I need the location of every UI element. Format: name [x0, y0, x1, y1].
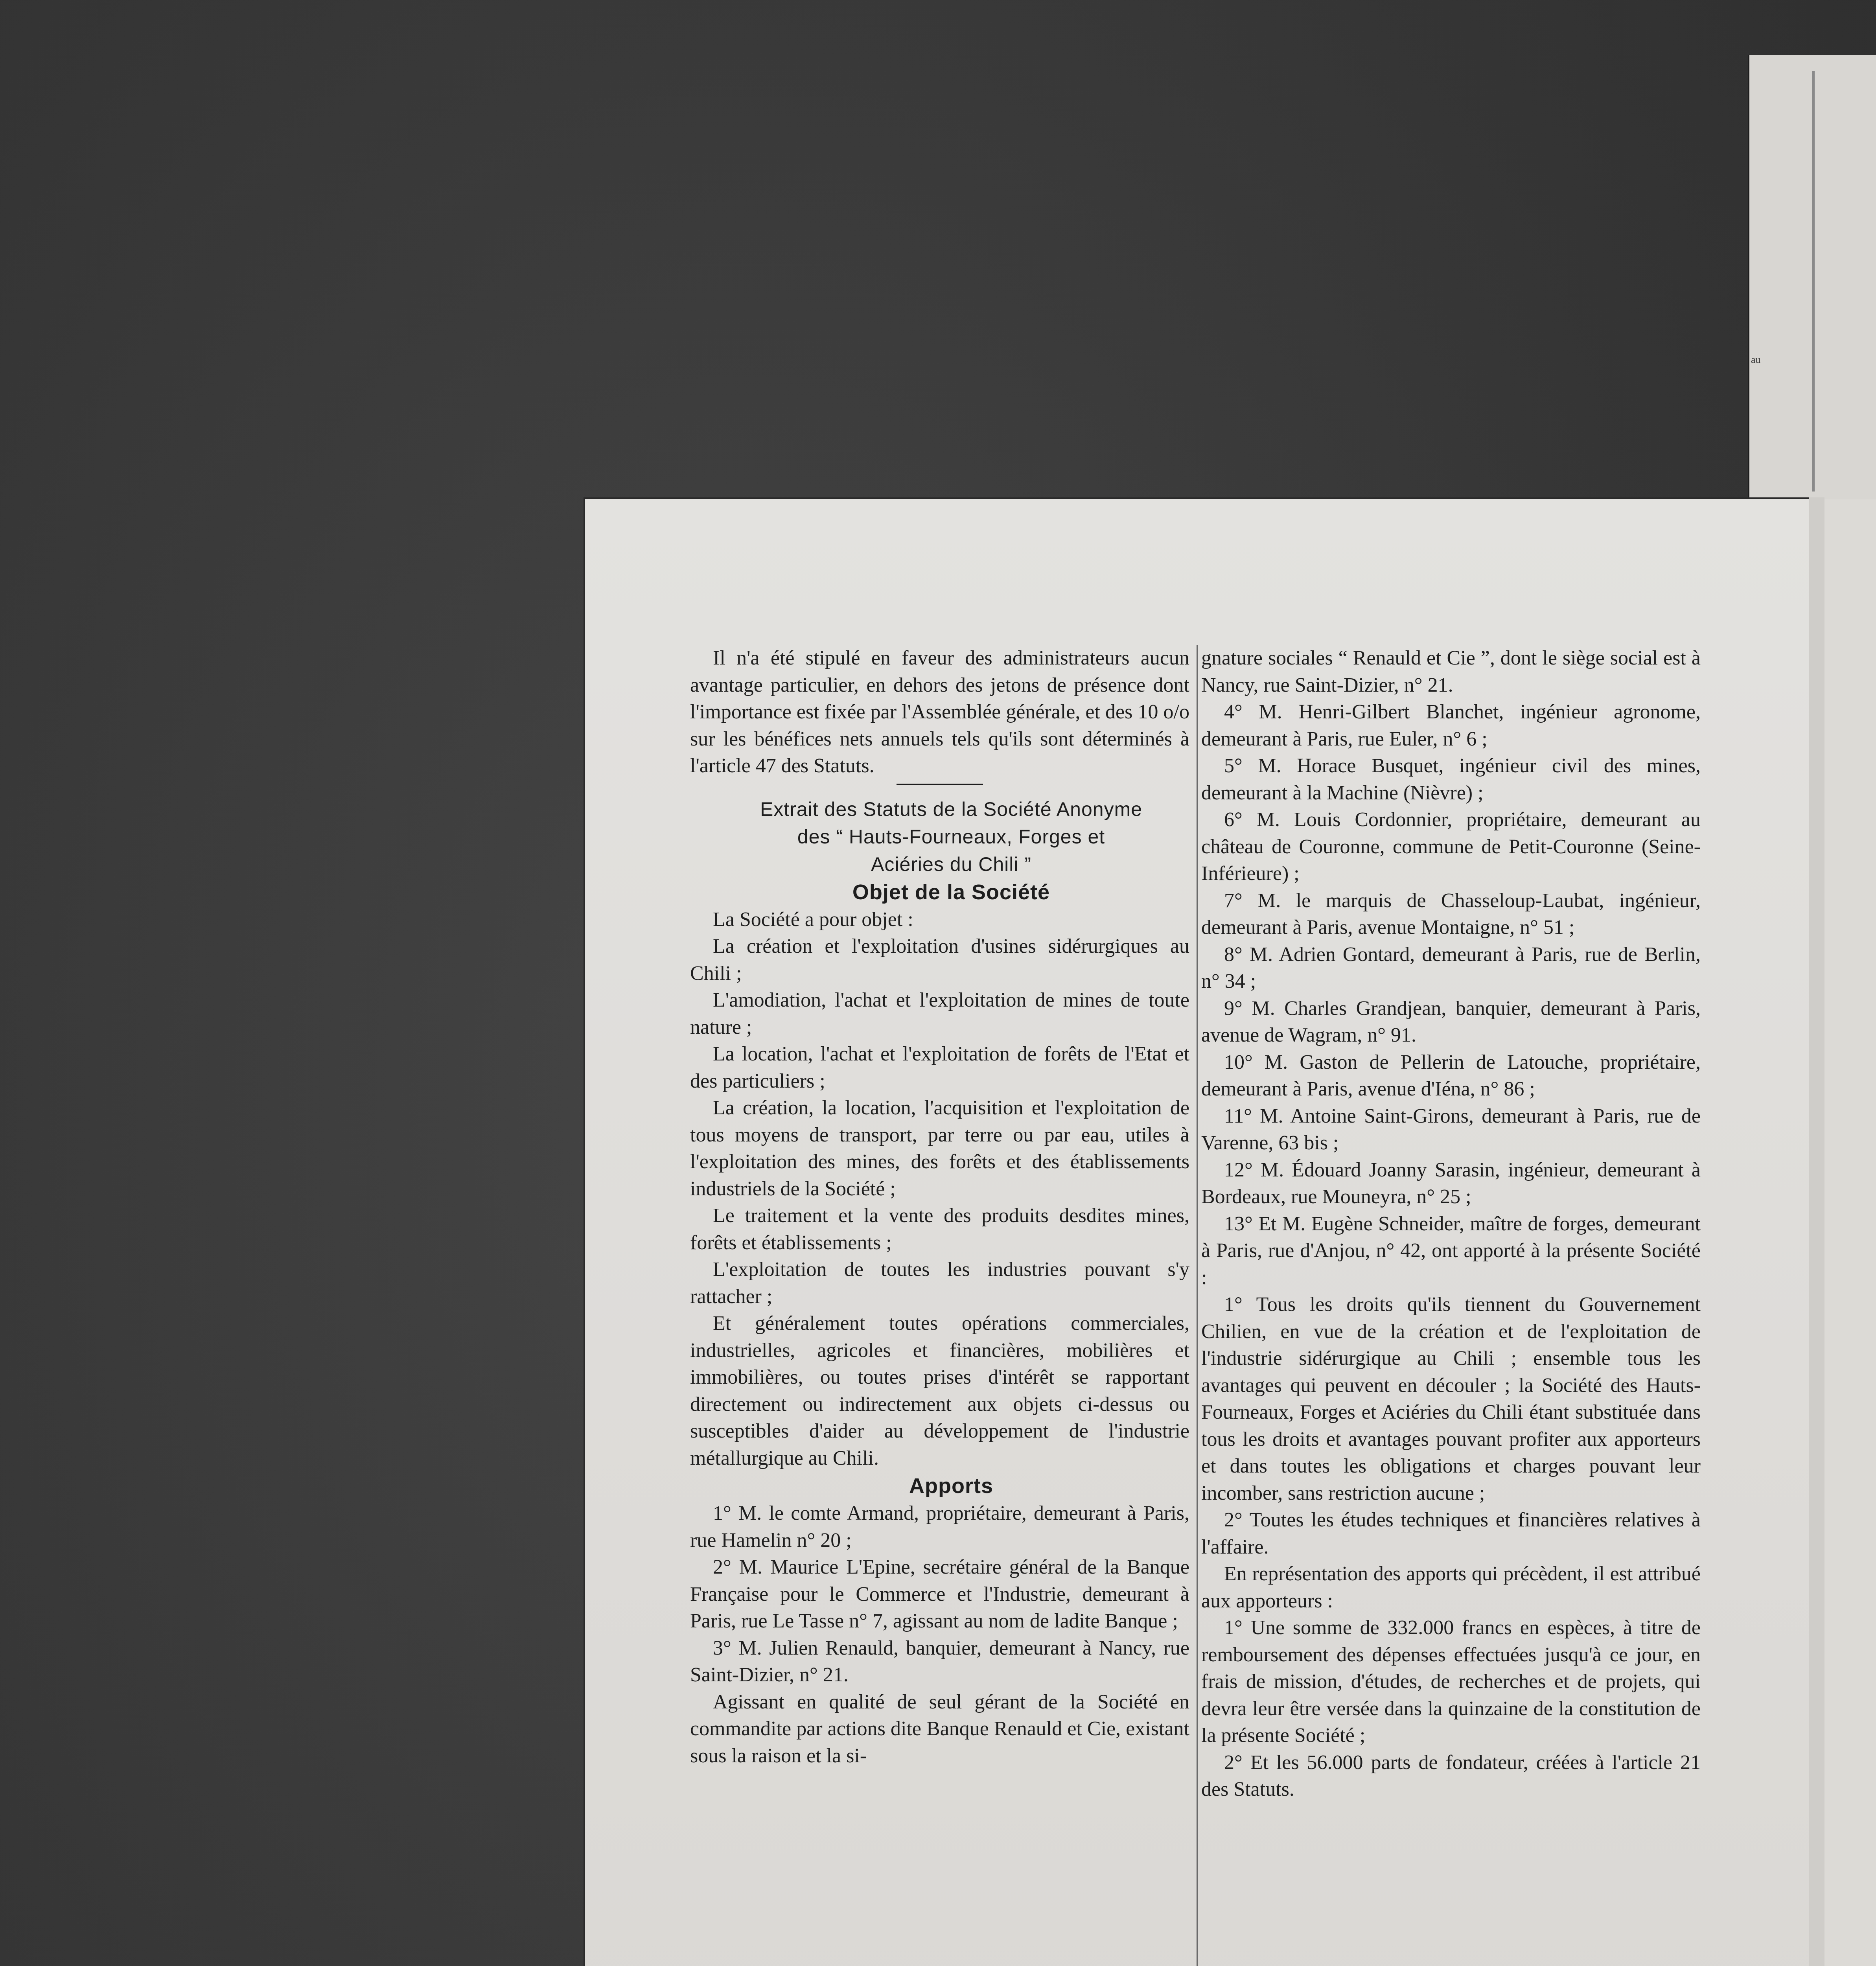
apports-heading: Apports [909, 1474, 993, 1498]
column-divider [1197, 645, 1198, 1966]
apporteur-paragraph: 10° M. Gaston de Pellerin de Latouche, propriétaire, demeurant à Paris, avenue d'Iéna, n° 86 ; [1201, 1051, 1701, 1100]
objet-paragraph: La création, la location, l'acquisition et l'exploitation de tous moyens de transport, par terre ou par eau, utiles à l'exploitation des mines, des forêts et des établissements industriels de la Société ; [690, 1097, 1189, 1200]
objet-paragraph: La location, l'achat et l'exploitation de forêts de l'Etat et des particuliers ; [690, 1043, 1189, 1092]
background-page-tag: au [1751, 354, 1761, 365]
apporteur-paragraph: 7° M. le marquis de Chasseloup-Laubat, ingénieur, demeurant à Paris, avenue Montaigne, n° 51 ; [1201, 889, 1701, 939]
apporteur-paragraph: 6° M. Louis Cordonnier, propriétaire, demeurant au château de Couronne, commune de Petit-Couronne (Seine-Inférieure) ; [1201, 808, 1701, 885]
objet-paragraph: La Société a pour objet : [713, 908, 913, 931]
remuneration-paragraph: 1° Une somme de 332.000 francs en espèces, à titre de remboursement des dépenses effectuées jusqu'à ce jour, en frais de mission, d'études, de recherches et de projets, qui devra leur être versée dans la quinzaine de la constitution de la présente Société ; [1201, 1616, 1701, 1747]
objet-paragraph: L'exploitation de toutes les industries pouvant s'y rattacher ; [690, 1258, 1189, 1308]
background-page-frame [1757, 71, 1815, 492]
apports-paragraph: 3° M. Julien Renauld, banquier, demeurant à Nancy, rue Saint-Dizier, n° 21. [690, 1636, 1189, 1686]
right-column [1201, 645, 1701, 1803]
apporteur-paragraph: 8° M. Adrien Gontard, demeurant à Paris, rue de Berlin, n° 34 ; [1201, 943, 1701, 992]
objet-paragraph: L'amodiation, l'achat et l'exploitation de mines de toute nature ; [690, 989, 1189, 1038]
apporteur-paragraph: 12° M. Édouard Joanny Sarasin, ingénieur, demeurant à Bordeaux, rue Mouneyra, n° 25 ; [1201, 1158, 1701, 1208]
left-column [690, 645, 1189, 1769]
extract-title-line-2: des “ Hauts-Fourneaux, Forges et [797, 825, 1105, 848]
background-page-top [1748, 55, 1876, 503]
objet-heading: Objet de la Société [852, 880, 1050, 904]
intro-paragraph: Il n'a été stipulé en faveur des administrateurs aucun avantage particulier, en dehors des jetons de présence dont l'importance est fixée par l'Assemblée générale, et des 10 o/o sur les bénéfices nets annuels tels qu'ils sont déterminés à l'article 47 des Statuts. [690, 647, 1189, 777]
document-sheet-edge [1809, 497, 1824, 1966]
objet-paragraph: La création et l'exploitation d'usines sidérurgiques au Chili ; [690, 935, 1189, 985]
apporteur-paragraph: 13° Et M. Eugène Schneider, maître de forges, demeurant à Paris, rue d'Anjou, n° 42, ont apporté à la présente Société : [1201, 1212, 1701, 1289]
objet-paragraph: Le traitement et la vente des produits desdites mines, forêts et établissements ; [690, 1204, 1189, 1254]
apporteur-paragraph: 11° M. Antoine Saint-Girons, demeurant à Paris, rue de Varenne, 63 bis ; [1201, 1104, 1701, 1154]
extract-title-line-1: Extrait des Statuts de la Société Anonyme [760, 798, 1143, 820]
apporteur-paragraph: 9° M. Charles Grandjean, banquier, demeurant à Paris, avenue de Wagram, n° 91. [1201, 997, 1701, 1046]
apporteur-paragraph: 5° M. Horace Busquet, ingénieur civil des mines, demeurant à la Machine (Nièvre) ; [1201, 755, 1701, 804]
remuneration-paragraph: En représentation des apports qui précèdent, il est attribué aux apporteurs : [1201, 1563, 1701, 1612]
apports-paragraph: Agissant en qualité de seul gérant de la Société en commandite par actions dite Banque Renauld et Cie, existant sous la raison et la si- [690, 1690, 1189, 1767]
apports-paragraph: 2° M. Maurice L'Epine, secrétaire général de la Banque Française pour le Commerce et l'Industrie, demeurant à Paris, rue Le Tasse n° 7, agissant au nom de ladite Banque ; [690, 1556, 1189, 1632]
extract-title-line-3: Aciéries du Chili ” [871, 853, 1031, 875]
remuneration-paragraph: 2° Et les 56.000 parts de fondateur, créées à l'article 21 des Statuts. [1201, 1751, 1701, 1800]
apports-paragraph: 1° M. le comte Armand, propriétaire, demeurant à Paris, rue Hamelin n° 20 ; [690, 1502, 1189, 1552]
apport-item-paragraph: 1° Tous les droits qu'ils tiennent du Gouvernement Chilien, en vue de la création et de l'exploitation de l'industrie sidérurgique au Chili ; ensemble tous les avantages qui peuvent en découler ; la Société des Hauts-Fourneaux, Forges et Aciéries du Chili étant substituée dans tous les droits et avantages pouvant profiter aux apporteurs et dans toutes les obligations et charges pouvant leur incomber, sans restriction aucune ; [1201, 1293, 1701, 1504]
continued-paragraph: gnature sociales “ Renauld et Cie ”, dont le siège social est à Nancy, rue Saint-Dizier, n° 21. [1201, 647, 1701, 696]
section-rule [897, 784, 983, 785]
objet-paragraph: Et généralement toutes opérations commerciales, industrielles, agricoles et financières, mobilières et immobilières, ou toutes prises d'intérêt se rapportant directement ou indirectement aux objets ci-dessus ou susceptibles d'aider au développement de l'industrie métallurgique au Chili. [690, 1312, 1189, 1469]
apporteur-paragraph: 4° M. Henri-Gilbert Blanchet, ingénieur agronome, demeurant à Paris, rue Euler, n° 6 ; [1201, 701, 1701, 750]
apport-item-paragraph: 2° Toutes les études techniques et financières relatives à l'affaire. [1201, 1509, 1701, 1558]
